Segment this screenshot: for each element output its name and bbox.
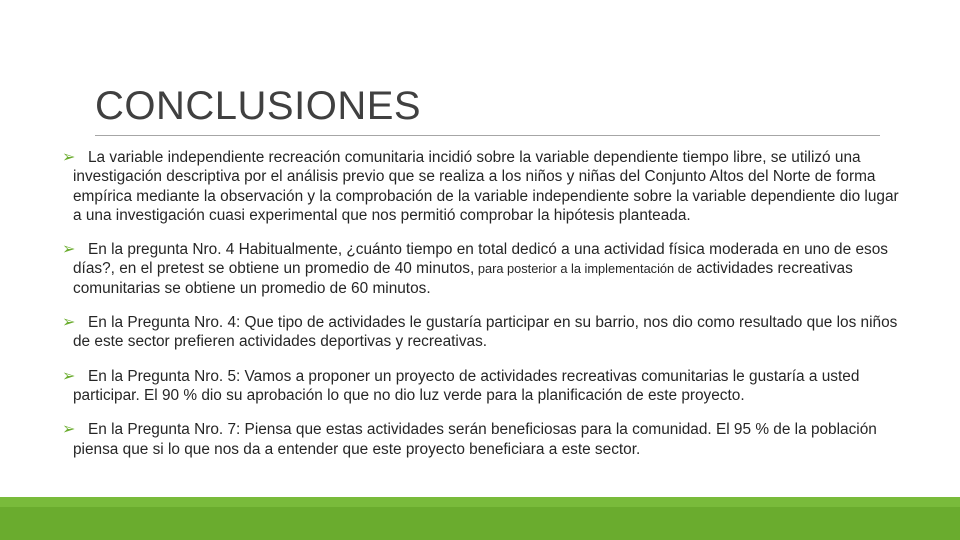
green-arrowhead-bullet-icon: ➢ xyxy=(62,149,76,166)
green-arrowhead-bullet-icon: ➢ xyxy=(62,241,76,259)
title-divider xyxy=(95,135,880,136)
bullet-text-5: En la Pregunta Nro. 7: Piensa que estas actividades serán beneficiosas para la comunidad. El 95 % de la población piensa que si lo que nos da a entender que este proyecto beneficiara a este sector. xyxy=(73,421,877,458)
bullet-list xyxy=(62,148,902,474)
green-arrowhead-bullet-icon: ➢ xyxy=(62,314,76,332)
bullet-item-5 xyxy=(62,420,902,459)
bullet-text-2-small: para posterior a la implementación de xyxy=(474,261,692,277)
green-arrowhead-bullet-icon: ➢ xyxy=(62,367,76,385)
bullet-text-4: En la Pregunta Nro. 5: Vamos a proponer un proyecto de actividades recreativas comunitarias le gustaría a usted participar. El 90 % dio su aprobación lo que no dio luz verde para la planificación de este proyecto. xyxy=(73,367,860,404)
bullet-text-1: La variable independiente recreación comunitaria incidió sobre la variable dependiente tiempo libre, se utilizó una investigación descriptiva por el análisis previo que se realiza a los niños y niñas del Conjunto Altos del Norte de forma empírica mediante la observación y la comprobación de la variable independiente sobre la variable dependiente dio lugar a una investigación cuasi experimental que nos permitió comprobar la hipótesis planteada. xyxy=(73,149,899,224)
bullet-item-4 xyxy=(62,367,902,406)
green-arrowhead-bullet-icon: ➢ xyxy=(62,421,76,439)
bullet-item-1 xyxy=(62,148,902,225)
footer-accent-highlight xyxy=(0,497,960,507)
bullet-text-3: En la Pregunta Nro. 4: Que tipo de actividades le gustaría participar en su barrio, nos dio como resultado que los niños de este sector prefieren actividades deportivas y recreativas. xyxy=(73,314,898,351)
footer-accent-bar xyxy=(0,497,960,540)
bullet-item-3 xyxy=(62,313,902,352)
bullet-item-2 xyxy=(62,240,902,298)
bullet-text-2-end: actividades recreativas comunitarias se obtiene un promedio de 60 minutos. xyxy=(73,260,853,297)
slide-title: CONCLUSIONES xyxy=(95,84,422,128)
bullet-text-2-start: En la pregunta Nro. 4 Habitualmente, ¿cuánto tiempo en total dedicó a una actividad física moderada en uno de esos días?, en el pretest se obtiene un promedio de 40 minutos, xyxy=(73,241,888,278)
